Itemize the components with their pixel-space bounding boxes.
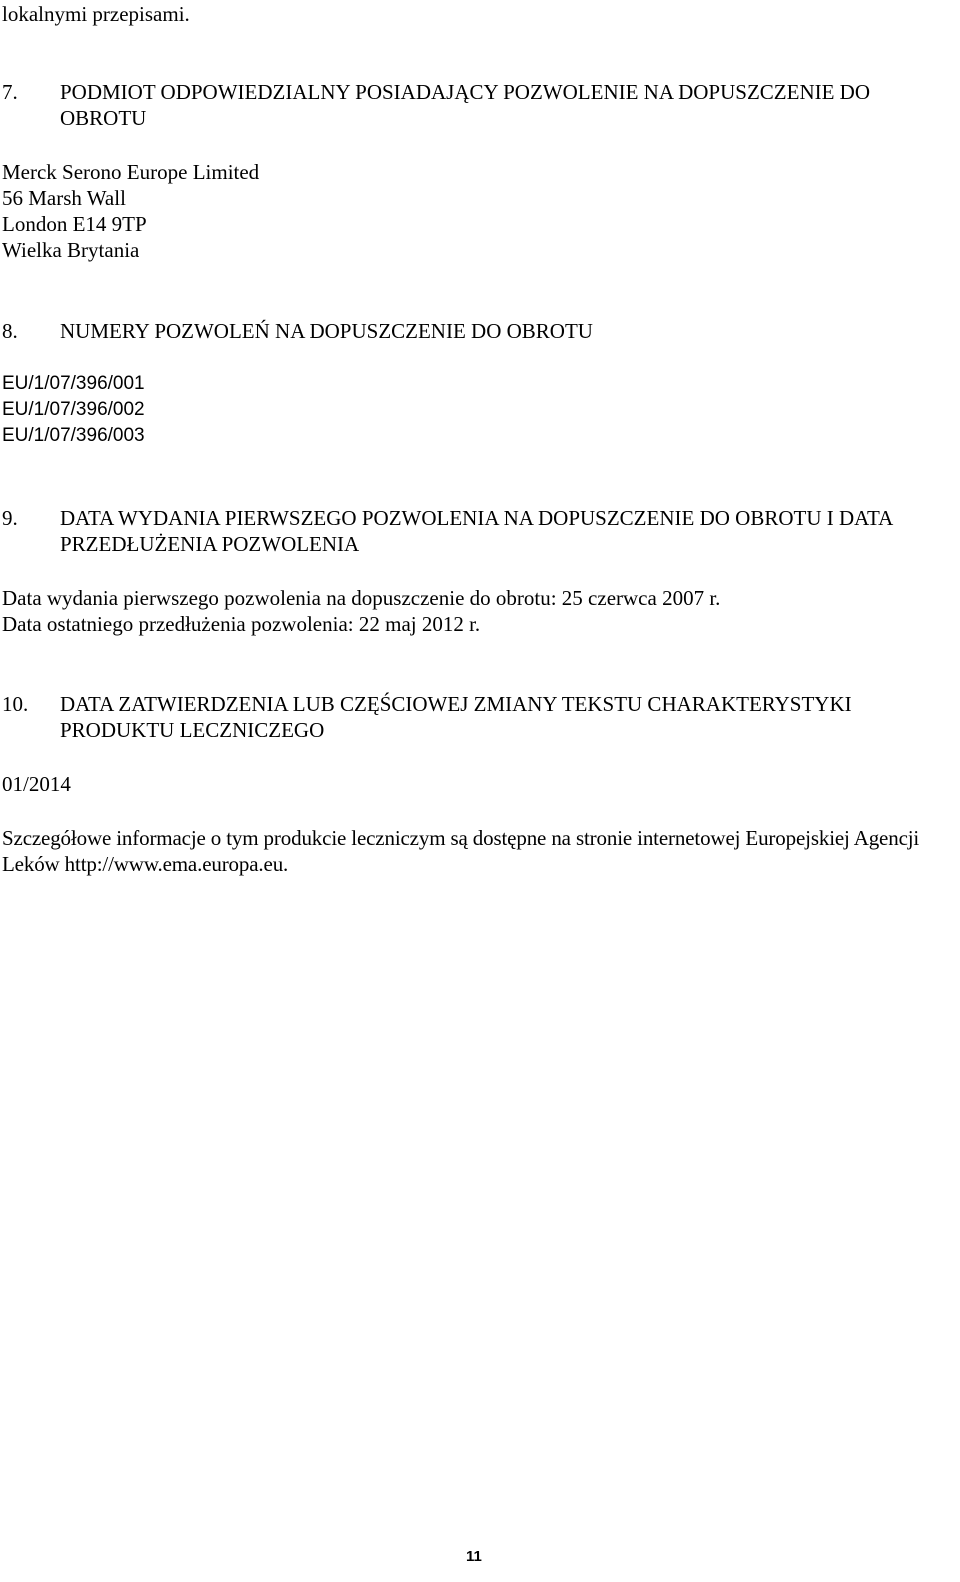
holder-name: Merck Serono Europe Limited <box>2 160 260 184</box>
section-9-number: 9. <box>2 506 18 530</box>
section-8-heading <box>2 318 952 344</box>
section-7-number: 7. <box>2 80 18 104</box>
holder-city: London E14 9TP <box>2 212 147 236</box>
section-10-number: 10. <box>2 692 29 716</box>
authorisation-number: EU/1/07/396/002 <box>2 399 145 420</box>
section-9-heading <box>2 505 952 557</box>
continuation-text: lokalnymi przepisami. <box>2 2 190 26</box>
section-9-title: DATA WYDANIA PIERWSZEGO POZWOLENIA NA DOPUSZCZENIE DO OBROTU I DATA PRZEDŁUŻENIA POZWOLENIA <box>60 506 893 556</box>
section-8-title: NUMERY POZWOLEŃ NA DOPUSZCZENIE DO OBROTU <box>60 319 593 343</box>
holder-street: 56 Marsh Wall <box>2 186 126 210</box>
authorisation-number: EU/1/07/396/003 <box>2 425 145 446</box>
revision-date: 01/2014 <box>2 772 71 796</box>
section-10-heading <box>2 691 952 743</box>
section-10-title: DATA ZATWIERDZENIA LUB CZĘŚCIOWEJ ZMIANY TEKSTU CHARAKTERYSTYKI PRODUKTU LECZNICZEGO <box>60 692 852 742</box>
section-8-number: 8. <box>2 319 18 343</box>
renewal-date: Data ostatniego przedłużenia pozwolenia: 22 maj 2012 r. <box>2 612 481 636</box>
section-7-title: PODMIOT ODPOWIEDZIALNY POSIADAJĄCY POZWOLENIE NA DOPUSZCZENIE DO OBROTU <box>60 80 871 130</box>
authorisation-number: EU/1/07/396/001 <box>2 373 145 394</box>
ema-info-paragraph: Szczegółowe informacje o tym produkcie leczniczym są dostępne na stronie internetowej Europejskiej Agencji Leków http://www.ema.europa.eu. <box>2 826 920 876</box>
page-number: 11 <box>466 1548 482 1565</box>
first-authorisation-date: Data wydania pierwszego pozwolenia na dopuszczenie do obrotu: 25 czerwca 2007 r. <box>2 586 721 610</box>
section-7-heading <box>2 79 952 131</box>
holder-country: Wielka Brytania <box>2 238 140 262</box>
